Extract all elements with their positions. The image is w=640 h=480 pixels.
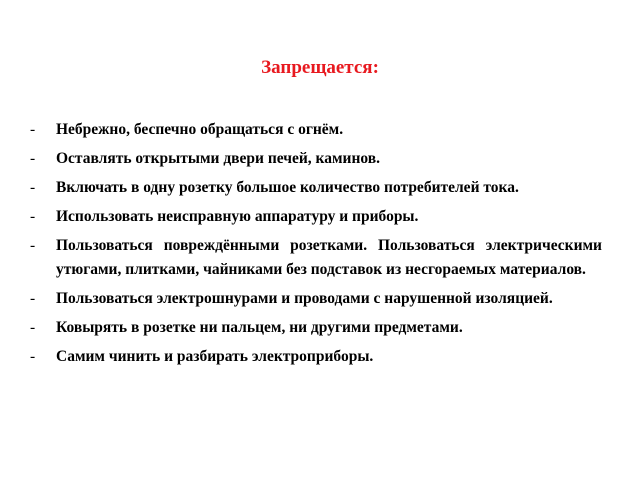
bullet-marker: -: [30, 121, 36, 138]
list-item: [30, 287, 602, 311]
bullet-marker: -: [30, 150, 36, 167]
list-item: [30, 118, 602, 142]
slide-title: Запрещается:: [261, 57, 379, 78]
list-item: [30, 205, 602, 229]
bullet-marker: -: [30, 208, 36, 225]
bullet-marker: -: [30, 237, 36, 254]
list-item-text: Ковырять в розетке ни пальцем, ни другими предметами.: [56, 319, 463, 336]
list-item-text: Пользоваться электрошнурами и проводами с нарушенной изоляцией.: [56, 290, 553, 307]
list-item: [30, 345, 602, 369]
bullet-marker: -: [30, 179, 36, 196]
bullet-marker: -: [30, 319, 36, 336]
list-item-text: Пользоваться повреждёнными розетками. Пользоваться электрическими утюгами, плитками, чайниками без подставок из несгораемых материалов.: [56, 237, 602, 278]
bullet-marker: -: [30, 290, 36, 307]
prohibitions-list: [30, 118, 602, 374]
list-item-text: Небрежно, беспечно обращаться с огнём.: [56, 121, 344, 138]
list-item: [30, 147, 602, 171]
list-item-text: Оставлять открытыми двери печей, каминов.: [56, 150, 381, 167]
list-item: [30, 176, 602, 200]
bullet-marker: -: [30, 348, 36, 365]
list-item-text: Самим чинить и разбирать электроприборы.: [56, 348, 374, 365]
list-item-text: Использовать неисправную аппаратуру и приборы.: [56, 208, 419, 225]
list-item: [30, 316, 602, 340]
list-item-text: Включать в одну розетку большое количество потребителей тока.: [56, 179, 519, 196]
list-item: [30, 234, 602, 282]
